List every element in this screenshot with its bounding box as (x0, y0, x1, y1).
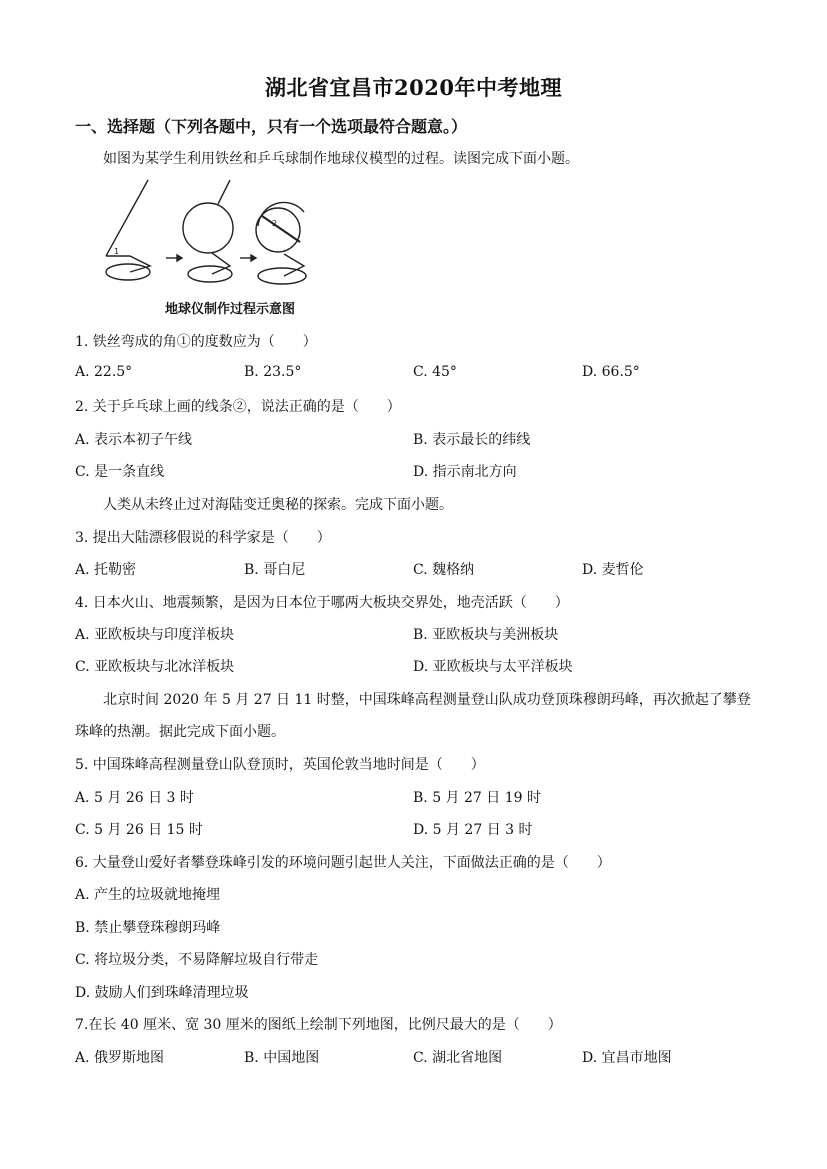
section-heading: 一、选择题（下列各题中，只有一个选项最符合题意。） (75, 117, 468, 136)
question-4-option-b[interactable]: B. 亚欧板块与美洲板块 (413, 627, 559, 643)
angle-label: 1 (114, 247, 120, 256)
question-2-option-c[interactable]: C. 是一条直线 (75, 464, 165, 480)
question-7-option-d[interactable]: D. 宜昌市地图 (582, 1050, 672, 1066)
intro-paragraph-2: 人类从未终止过对海陆变迁奥秘的探索。完成下面小题。 (103, 497, 453, 513)
question-7-option-a[interactable]: A. 俄罗斯地图 (75, 1050, 165, 1066)
question-6-option-d[interactable]: D. 鼓励人们到珠峰清理垃圾 (75, 985, 249, 1001)
question-6-option-c[interactable]: C. 将垃圾分类，不易降解垃圾自行带走 (75, 952, 319, 968)
question-6-option-b[interactable]: B. 禁止攀登珠穆朗玛峰 (75, 920, 221, 936)
question-5-option-a[interactable]: A. 5 月 26 日 3 时 (75, 790, 194, 806)
question-3-option-d[interactable]: D. 麦哲伦 (582, 562, 644, 578)
line-2-on-ball (262, 216, 300, 242)
question-2-stem: 2. 关于乒乓球上画的线条②，说法正确的是（ ） (75, 399, 401, 415)
question-4-option-a[interactable]: A. 亚欧板块与印度洋板块 (75, 627, 235, 643)
wire-zigzag-step2 (212, 253, 230, 274)
question-6-option-a[interactable]: A. 产生的垃圾就地掩埋 (75, 887, 221, 903)
wire-zigzag-step3 (284, 254, 304, 276)
question-1-option-d[interactable]: D. 66.5° (582, 364, 640, 380)
question-7-option-b[interactable]: B. 中国地图 (244, 1050, 320, 1066)
question-2-option-d[interactable]: D. 指示南北方向 (413, 464, 517, 480)
intro-paragraph-1: 如图为某学生利用铁丝和乒乓球制作地球仪模型的过程。读图完成下面小题。 (103, 151, 579, 167)
question-7-option-c[interactable]: C. 湖北省地图 (413, 1050, 503, 1066)
page-title: 湖北省宜昌市2020年中考地理 (265, 75, 562, 100)
question-5-option-c[interactable]: C. 5 月 26 日 15 时 (75, 822, 203, 838)
wire-step2 (218, 180, 230, 204)
base-plate-step3 (258, 268, 306, 284)
question-1-stem: 1. 铁丝弯成的角①的度数应为（ ） (75, 334, 317, 350)
ping-pong-ball-step2 (183, 203, 233, 253)
question-1-option-c[interactable]: C. 45° (413, 364, 457, 380)
figure-caption: 地球仪制作过程示意图 (165, 302, 296, 317)
question-1-option-b[interactable]: B. 23.5° (244, 364, 302, 380)
base-plate-step1 (106, 264, 150, 280)
question-7-stem: 7.在长 40 厘米、宽 30 厘米的图纸上绘制下列地图，比例尺最大的是（ ） (75, 1017, 562, 1033)
question-2-option-b[interactable]: B. 表示最长的纬线 (413, 432, 531, 448)
question-3-option-c[interactable]: C. 魏格纳 (413, 562, 475, 578)
question-4-option-d[interactable]: D. 亚欧板块与太平洋板块 (413, 659, 573, 675)
question-4-option-c[interactable]: C. 亚欧板块与北冰洋板块 (75, 659, 235, 675)
question-3-stem: 3. 提出大陆漂移假说的科学家是（ ） (75, 530, 331, 546)
question-5-option-b[interactable]: B. 5 月 27 日 19 时 (413, 790, 541, 806)
question-5-option-d[interactable]: D. 5 月 27 日 3 时 (413, 822, 533, 838)
line-label: 2 (272, 219, 278, 228)
intro-paragraph-3-line2: 珠峰的热潮。据此完成下面小题。 (75, 724, 285, 740)
question-5-stem: 5. 中国珠峰高程测量登山队登顶时，英国伦敦当地时间是（ ） (75, 757, 485, 773)
question-6-stem: 6. 大量登山爱好者攀登珠峰引发的环境问题引起世人关注，下面做法正确的是（ ） (75, 855, 611, 871)
question-3-option-a[interactable]: A. 托勒密 (75, 562, 137, 578)
wire-step1 (106, 180, 148, 256)
question-4-stem: 4. 日本火山、地震频繁，是因为日本位于哪两大板块交界处，地壳活跃（ ） (75, 595, 569, 611)
question-3-option-b[interactable]: B. 哥白尼 (244, 562, 306, 578)
meridian-ring (258, 202, 304, 226)
intro-paragraph-3-line1: 北京时间 2020 年 5 月 27 日 11 时整，中国珠峰高程测量登山队成功登顶珠穆朗玛峰，再次掀起了攀登 (103, 692, 751, 708)
question-2-option-a[interactable]: A. 表示本初子午线 (75, 432, 193, 448)
question-1-option-a[interactable]: A. 22.5° (75, 364, 133, 380)
